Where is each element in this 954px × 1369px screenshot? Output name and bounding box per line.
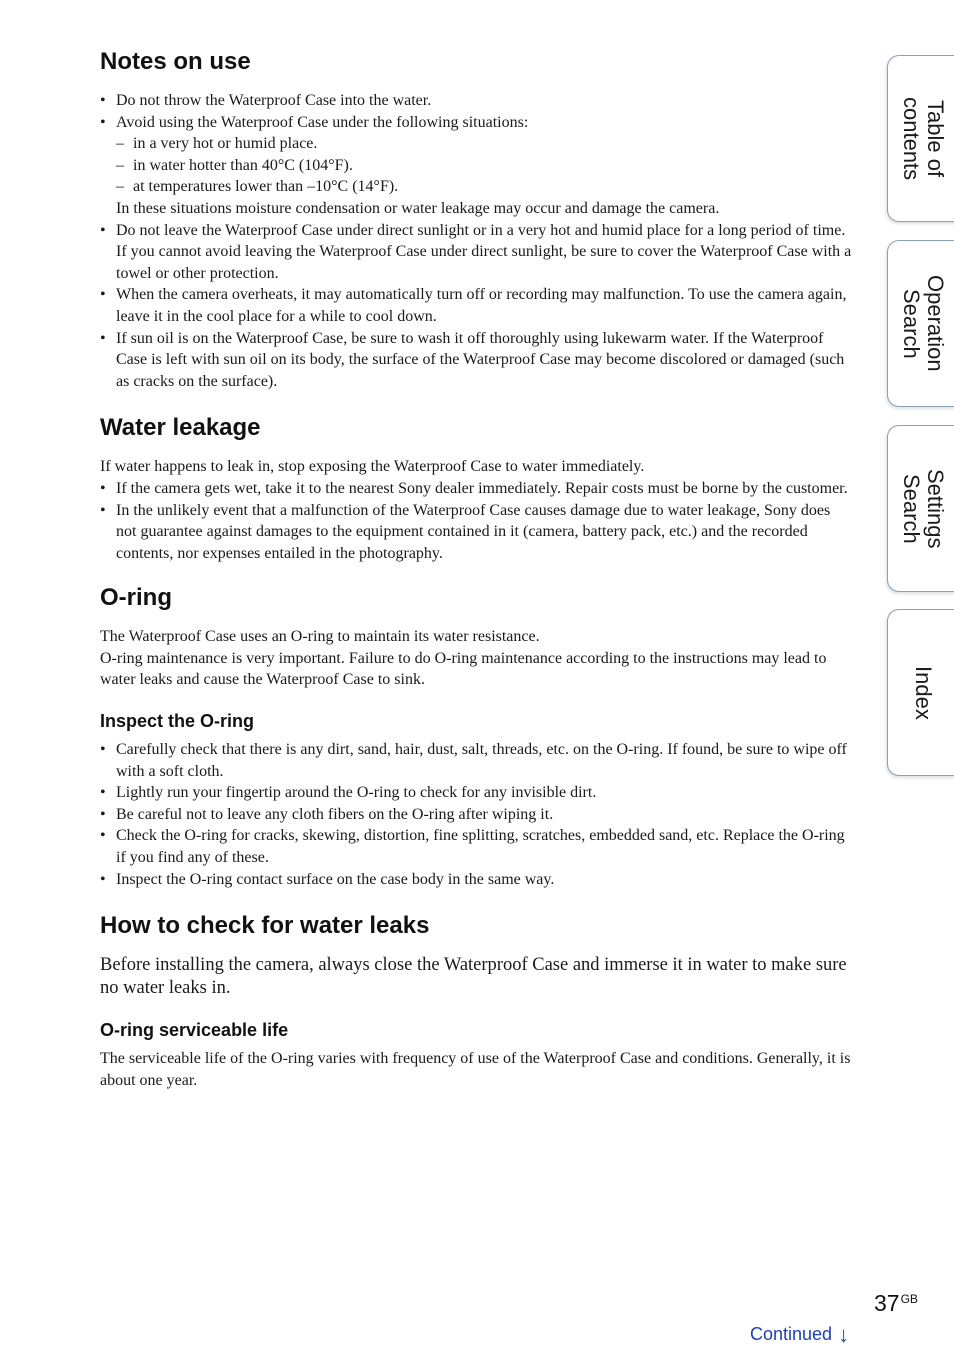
tab-operation-search[interactable]: [887, 240, 954, 407]
tab-label: Operation Search: [899, 275, 948, 372]
list-item: • When the camera overheats, it may automatically turn off or recording may malfunction. To use the camera again, leave it in the cool place for a while to cool down.: [100, 284, 852, 327]
list-item: • In the unlikely event that a malfunction of the Waterproof Case causes damage due to water leakage, Sony does not guarantee against damages to the equipment contained in it (camera, battery pack, etc.) and the recorded contents, nor expenses entailed in the photography.: [100, 500, 852, 565]
list-item: • Do not throw the Waterproof Case into the water.: [100, 90, 852, 112]
section-o-ring: [100, 582, 852, 890]
tab-label: Index: [911, 665, 936, 720]
heading-check-water-leaks: How to check for water leaks: [100, 912, 430, 940]
heading-notes-on-use: Notes on use: [100, 48, 251, 75]
tab-table-of-contents[interactable]: [887, 55, 954, 222]
page-content: [100, 46, 852, 1105]
subheading-o-ring-life: O-ring serviceable life: [100, 1020, 289, 1041]
page-number-value: 37: [874, 1290, 900, 1316]
paragraph: If water happens to leak in, stop exposing the Waterproof Case to water immediately.: [100, 458, 645, 476]
tab-index[interactable]: [887, 609, 954, 776]
sub-list-item: – at temperatures lower than –10°C (14°F).: [100, 176, 852, 198]
heading-o-ring: O-ring: [100, 584, 172, 612]
continued-link[interactable]: [750, 1321, 850, 1347]
section-water-leakage: [100, 412, 852, 564]
paragraph: Before installing the camera, always close the Waterproof Case and immerse it in water to make sure no water leaks in.: [100, 955, 847, 999]
list-item: • Inspect the O-ring contact surface on the case body in the same way.: [100, 869, 852, 891]
paragraph: O-ring maintenance is very important. Failure to do O-ring maintenance according to the instructions may lead to water leaks and cause the Waterproof Case to sink.: [100, 649, 827, 689]
list-item: • Do not leave the Waterproof Case under direct sunlight or in a very hot and humid place for a long period of time. If you cannot avoid leaving the Waterproof Case under direct sunlight, be sure to cover the Waterproof Case with a towel or other protection.: [100, 220, 852, 285]
paragraph: The Waterproof Case uses an O-ring to maintain its water resistance.: [100, 628, 540, 646]
tab-label: Table of contents: [899, 96, 948, 181]
page-number-suffix: GB: [900, 1292, 918, 1306]
list-item-continuation: In these situations moisture condensation or water leakage may occur and damage the camera.: [116, 199, 720, 217]
arrow-down-icon: ↓: [838, 1321, 850, 1347]
page-number: [874, 1290, 918, 1317]
list-item: • Avoid using the Waterproof Case under the following situations:: [100, 112, 852, 134]
sub-list-item: – in a very hot or humid place.: [100, 133, 852, 155]
section-notes-on-use: [100, 46, 852, 392]
list-item: • If the camera gets wet, take it to the nearest Sony dealer immediately. Repair costs must be borne by the customer.: [100, 478, 852, 500]
list-item: • If sun oil is on the Waterproof Case, be sure to wash it off thoroughly using lukewarm water. If the Waterproof Case is left with sun oil on its body, the surface of the Waterproof Case may become discolored or damaged (such as cracks on the surface).: [100, 328, 852, 393]
list-item: • Lightly run your fingertip around the O-ring to check for any invisible dirt.: [100, 782, 852, 804]
continued-label: Continued: [750, 1324, 833, 1344]
list-item: • Carefully check that there is any dirt, sand, hair, dust, salt, threads, etc. on the O-ring. If found, be sure to wipe off with a soft cloth.: [100, 739, 852, 782]
tab-label: Settings Search: [899, 468, 948, 549]
tab-settings-search[interactable]: [887, 425, 954, 592]
paragraph: The serviceable life of the O-ring varies with frequency of use of the Waterproof Case and conditions. Generally, it is about one year.: [100, 1050, 851, 1089]
inspect-list: [100, 739, 852, 890]
section-check-water-leaks: [100, 910, 852, 1091]
subheading-inspect-o-ring: Inspect the O-ring: [100, 711, 255, 732]
sub-list-item: – in water hotter than 40°C (104°F).: [100, 155, 852, 177]
list-item: • Check the O-ring for cracks, skewing, distortion, fine splitting, scratches, embedded sand, etc. Replace the O-ring if you find any of these.: [100, 825, 852, 868]
notes-list: [100, 90, 852, 392]
heading-water-leakage: Water leakage: [100, 414, 261, 442]
leakage-list: [100, 478, 852, 564]
list-item: • Be careful not to leave any cloth fibers on the O-ring after wiping it.: [100, 804, 852, 826]
